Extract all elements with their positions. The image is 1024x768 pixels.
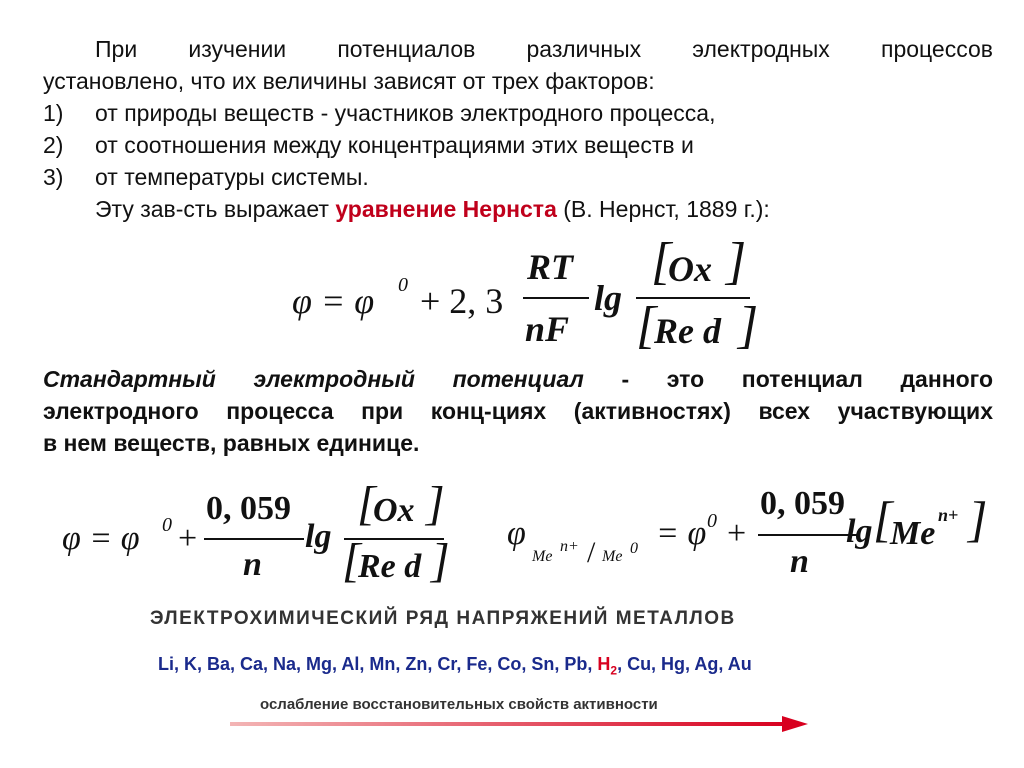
series-metals-active: Li, K, Ba, Ca, Na, Mg, Al, Mn, Zn, Cr, Fe, Co, Sn, Pb,	[158, 654, 598, 674]
nernst-equation-term: уравнение Нернста	[335, 196, 557, 222]
definition-term: Стандартный электродный потенциал	[43, 366, 584, 392]
formula2-plus: +	[178, 520, 198, 557]
formula1-lg: lg	[594, 278, 623, 318]
formula1-numerator: RT	[527, 247, 574, 287]
definition-line-2: электродного процесса при конц-циях (активностях) всех участвующих	[43, 398, 993, 424]
formula3-plus: +	[727, 515, 747, 552]
series-metals-noble: , Cu, Hg, Ag, Au	[617, 654, 752, 674]
definition-rest: - это потенциал данного	[583, 366, 993, 392]
series-title: ЭЛЕКТРОХИМИЧЕСКИЙ РЯД НАПРЯЖЕНИЙ МЕТАЛЛОВ	[150, 608, 736, 629]
formula2-sup-zero: 0	[162, 514, 172, 536]
formula3-charge: n+	[938, 505, 959, 525]
formula2-numerator: 0, 059	[206, 490, 291, 527]
formula3-sub-me: Me	[532, 548, 553, 565]
formula1-lhs: φ = φ	[292, 281, 375, 321]
bracket-icon: ]	[738, 297, 759, 354]
nernst-suffix: (В. Нернст, 1889 г.):	[556, 196, 770, 222]
bracket-icon: [	[357, 477, 376, 530]
series-hydrogen: H	[597, 654, 611, 674]
formula3-sup-zero: 0	[707, 510, 717, 532]
formula3-me: Me	[890, 515, 936, 552]
formula2-denominator: n	[243, 546, 262, 583]
formula3-numerator: 0, 059	[760, 485, 845, 522]
series-caption: ослабление восстановительных свойств активности	[260, 696, 658, 713]
formula3-lg: lg	[846, 513, 873, 550]
formula3-eq: = φ	[656, 515, 707, 552]
formula3-sub-zero: 0	[630, 540, 638, 557]
formula2-lhs: φ = φ	[62, 520, 140, 557]
formula1-ox: Ox	[668, 249, 712, 289]
list-number: 3)	[43, 164, 64, 190]
formula1-coefficient: + 2, 3	[420, 281, 504, 321]
formula2-lg: lg	[305, 518, 332, 555]
formula3-sub-me2: Me	[602, 548, 623, 565]
formula1-denominator: nF	[525, 309, 570, 349]
formula3-sub-slash: /	[587, 536, 596, 569]
electrochemical-series-panel	[120, 590, 902, 760]
bracket-icon: [	[636, 297, 657, 354]
list-text: от температуры системы.	[95, 164, 369, 190]
formula2-red: Re d	[358, 548, 422, 585]
bracket-icon: [	[342, 534, 361, 587]
formula1-red: Re d	[654, 311, 721, 351]
list-text: от природы веществ - участников электродного процесса,	[95, 100, 716, 126]
list-number: 2)	[43, 132, 64, 158]
list-text: от соотношения между концентрациями этих веществ и	[95, 132, 694, 158]
formula3-phi: φ	[507, 515, 526, 552]
bracket-icon: ]	[726, 233, 747, 290]
list-number: 1)	[43, 100, 64, 126]
definition-line-3: в нем веществ, равных единице.	[43, 430, 420, 456]
intro-line-2: установлено, что их величины зависят от трех факторов:	[43, 68, 655, 94]
formula3-fraction-bar	[758, 534, 858, 536]
bracket-icon: [	[651, 233, 672, 290]
bracket-icon: ]	[431, 534, 450, 587]
series-hydrogen-sub: 2	[610, 663, 618, 678]
bracket-icon: ]	[426, 477, 445, 530]
arrow-right-icon	[230, 712, 810, 736]
bracket-icon: ]	[968, 491, 988, 547]
formula3-denominator: n	[790, 543, 809, 580]
nernst-prefix: Эту зав-сть выражает	[95, 196, 336, 222]
formula3-sub-charge: n+	[560, 538, 579, 555]
intro-line-1: При изучении потенциалов различных электродных процессов	[95, 36, 993, 62]
series-metals-list	[158, 654, 752, 678]
formula2-ox: Ox	[373, 492, 415, 529]
formula1-sup-zero: 0	[398, 274, 408, 296]
bracket-icon: [	[873, 491, 893, 547]
